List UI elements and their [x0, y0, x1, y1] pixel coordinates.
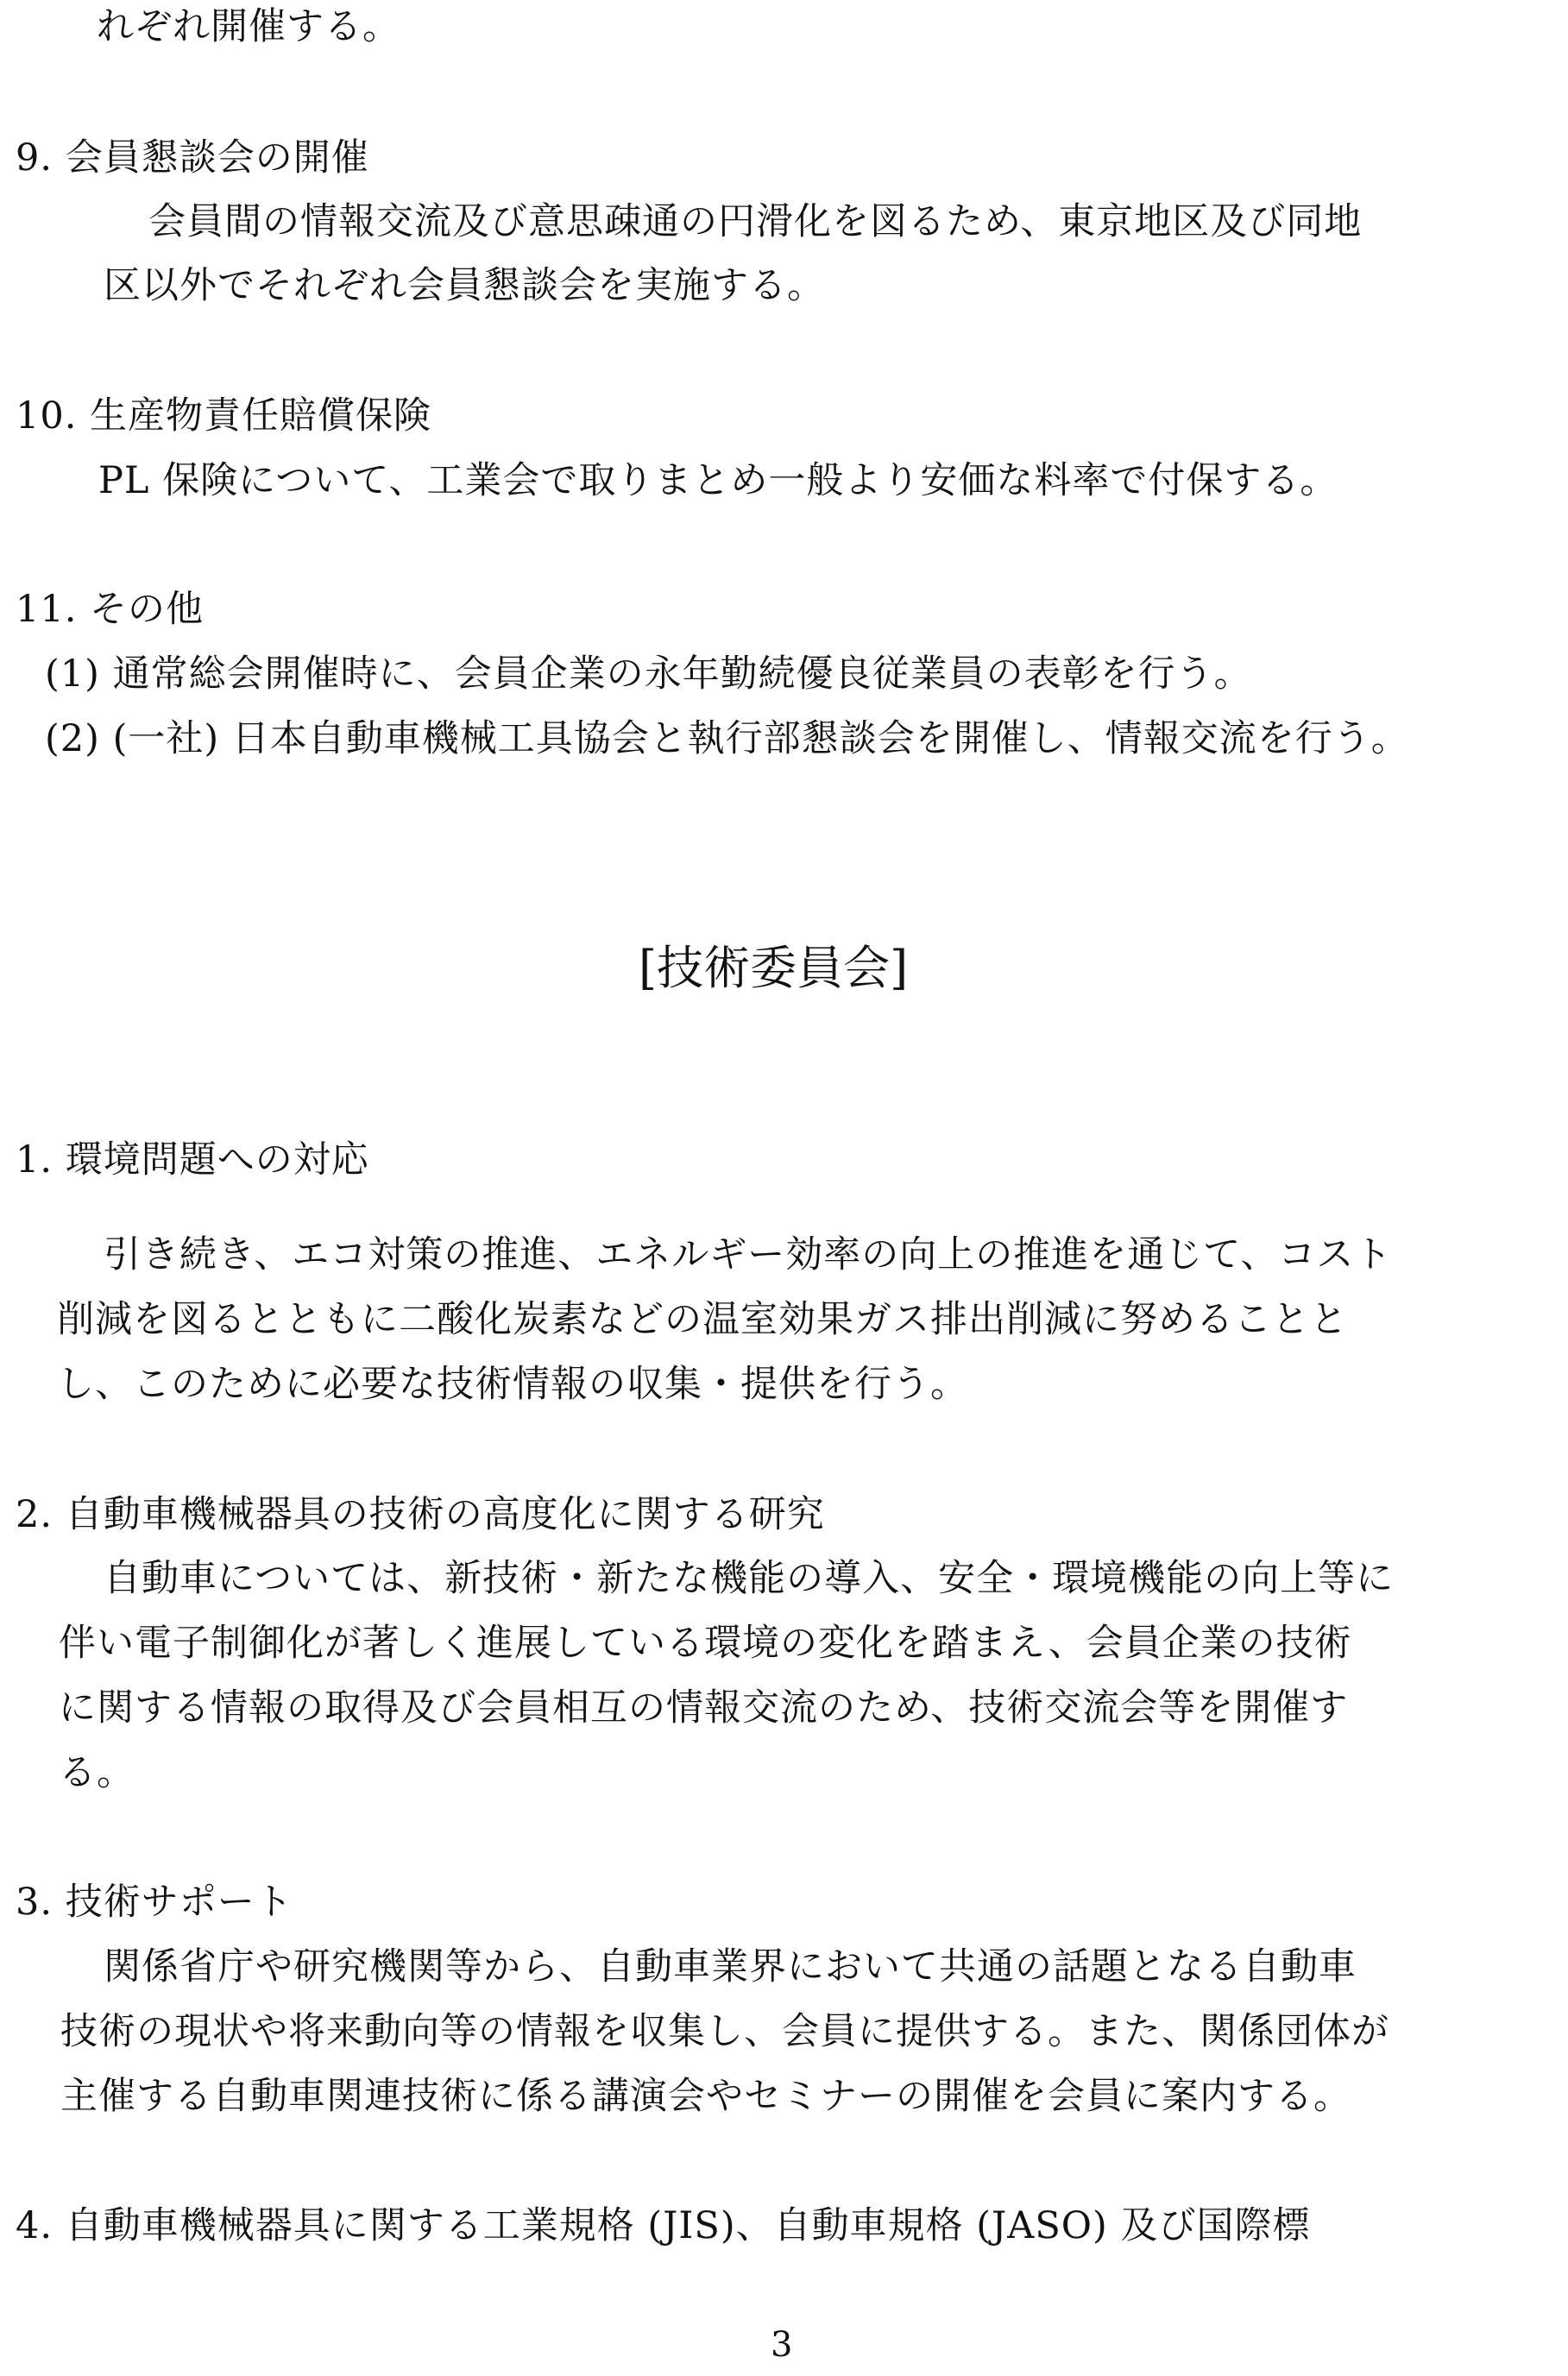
text-line: し、このために必要な技術情報の収集・提供を行う。 [57, 1363, 968, 1406]
item-heading: 3. 技術サポート [16, 1881, 293, 1924]
text-line: PL 保険について、工業会で取りまとめ一般より安価な料率で付保する。 [98, 459, 1338, 502]
text-line: 技術の現状や将来動向等の情報を収集し、会員に提供する。また、関係団体が [60, 2010, 1389, 2053]
item-heading: 2. 自動車機械器具の技術の高度化に関する研究 [16, 1493, 825, 1536]
item-heading: 11. その他 [16, 588, 205, 631]
item-heading: 9. 会員懇談会の開催 [16, 136, 369, 180]
text-line: 削減を図るとともに二酸化炭素などの温室効果ガス排出削減に努めることと [57, 1298, 1348, 1341]
text-line: 主催する自動車関連技術に係る講演会やセミナーの開催を会員に案内する。 [60, 2075, 1351, 2118]
text-line: 区以外でそれぞれ会員懇談会を実施する。 [104, 264, 825, 307]
text-line: 自動車については、新技術・新たな機能の導入、安全・環境機能の向上等に [104, 1557, 1395, 1600]
item-heading: 4. 自動車機械器具に関する工業規格 (JIS)、自動車規格 (JASO) 及び国際標 [16, 2204, 1311, 2247]
text-line: 伴い電子制御化が著しく進展している環境の変化を踏まえ、会員企業の技術 [59, 1622, 1352, 1665]
list-item: (1) 通常総会開催時に、会員企業の永年勤続優良従業員の表彰を行う。 [45, 652, 1252, 696]
text-line: に関する情報の取得及び会員相互の情報交流のため、技術交流会等を開催す [59, 1686, 1349, 1730]
list-item: (2) (一社) 日本自動車機械工具協会と執行部懇談会を開催し、情報交流を行う。 [45, 717, 1409, 760]
text-line: 会員間の情報交流及び意思疎通の円滑化を図るため、東京地区及び同地 [148, 200, 1363, 243]
item-heading: 10. 生産物責任賠償保険 [16, 394, 432, 438]
page-number: 3 [771, 2325, 793, 2365]
text-line: れぞれ開催する。 [97, 5, 400, 48]
text-line: 関係省庁や研究機関等から、自動車業界において共通の話題となる自動車 [104, 1945, 1357, 1988]
text-line: る。 [59, 1751, 135, 1794]
section-title: [技術委員会] [639, 941, 909, 995]
text-line: 引き続き、エコ対策の推進、エネルギー効率の向上の推進を通じて、コスト [104, 1233, 1393, 1276]
item-heading: 1. 環境問題への対応 [16, 1138, 369, 1182]
